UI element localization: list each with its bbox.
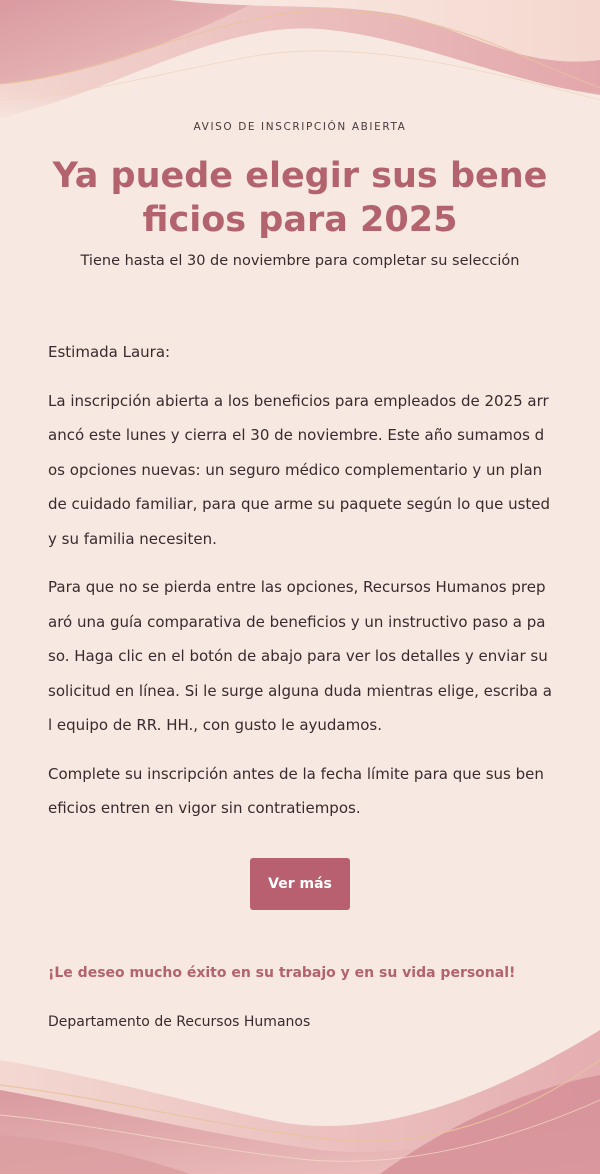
signature: Departamento de Recursos Humanos — [48, 1014, 311, 1030]
email-headline: Ya puede elegir sus beneficios para 2025 — [52, 156, 548, 240]
email-subhead: Tiene hasta el 30 de noviembre para completar su selección — [80, 253, 520, 269]
cta-container — [0, 858, 600, 910]
greeting: Estimada Laura: — [48, 343, 171, 361]
email-message — [48, 335, 553, 840]
body-paragraph: La inscripción abierta a los beneficios para empleados de 2025 arrancó este lunes y cierra el 30 de noviembre. Este año sumamos dos opciones nuevas: un seguro médico complementario y un plan de cuidado familiar, para que arme su paquete según lo que usted y su familia necesiten. — [48, 391, 551, 548]
body-paragraph: Complete su inscripción antes de la fecha límite para que sus beneficios entren en vigor sin contratiempos. — [48, 764, 544, 817]
body-paragraph: Para que no se pierda entre las opciones, Recursos Humanos preparó una guía comparativa de beneficios y un instructivo paso a paso. Haga clic en el botón de abajo para ver los detalles y enviar su solicitud en línea. Si le surge alguna duda mientras elige, escriba al equipo de RR. HH., con gusto le ayudamos. — [48, 578, 552, 734]
ver-mas-button[interactable]: Ver más — [250, 858, 350, 910]
eyebrow-label: AVISO DE INSCRIPCIÓN ABIERTA — [193, 121, 407, 133]
closing-message: ¡Le deseo mucho éxito en su trabajo y en su vida personal! — [48, 965, 516, 981]
